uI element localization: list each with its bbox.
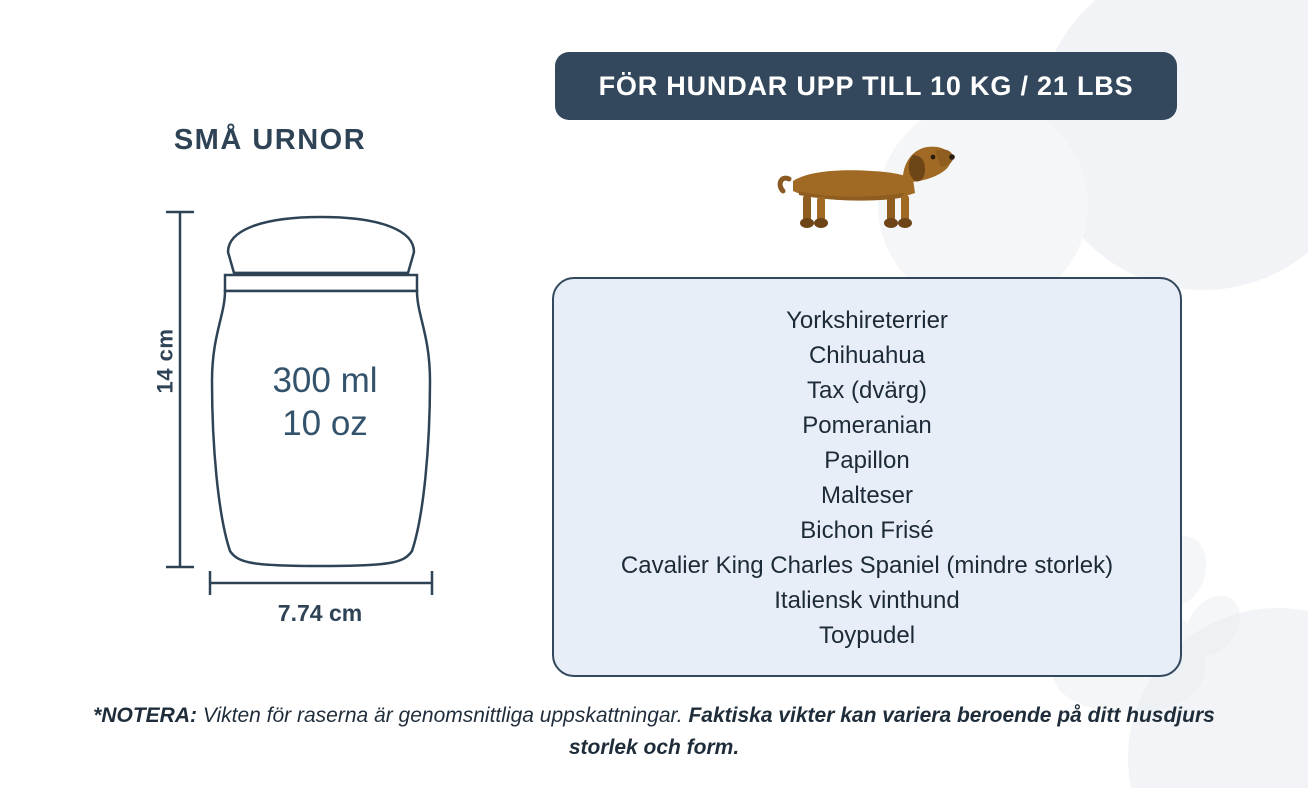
list-item: Chihuahua xyxy=(808,342,926,369)
list-item: Toypudel xyxy=(818,622,916,649)
urn-height-label: 14 cm xyxy=(152,328,178,394)
breed-list-box xyxy=(552,277,1182,677)
dog-leg-rear-1 xyxy=(803,195,811,221)
list-item: Tax (dvärg) xyxy=(806,377,928,404)
dog-leg-front-1 xyxy=(887,195,895,221)
urn-panel xyxy=(0,0,540,690)
dog-nose xyxy=(949,154,955,160)
width-dimension-line xyxy=(210,571,432,595)
panel-title: SMÅ URNOR xyxy=(173,124,367,156)
footnote-emphasis: Faktiska vikter kan variera beroende på ditt husdjurs storlek och form. xyxy=(568,704,1215,759)
dachshund-icon xyxy=(775,135,955,255)
dog-leg-front-2 xyxy=(901,195,909,221)
dog-leg-rear-2 xyxy=(817,197,825,221)
urn-neck xyxy=(225,275,417,291)
dog-tail xyxy=(780,178,789,191)
list-item: Italiensk vinthund xyxy=(774,587,960,614)
list-item: Bichon Frisé xyxy=(800,517,934,544)
breed-list xyxy=(570,303,1164,653)
footnote-text: Vikten för raserna är genomsnittliga uppskattningar. xyxy=(197,704,689,727)
footnote-prefix: *NOTERA: xyxy=(93,704,197,727)
urn-volume-oz: 10 oz xyxy=(282,403,368,443)
footnote xyxy=(90,700,1218,763)
urn-width-label: 7.74 cm xyxy=(277,600,363,626)
urn-volume-labels xyxy=(180,360,470,445)
urn-lid xyxy=(228,217,414,273)
dog-paw-1 xyxy=(800,218,814,228)
urn-volume-ml: 300 ml xyxy=(272,361,378,400)
dog-paw-4 xyxy=(898,218,912,228)
dog-illustration xyxy=(775,135,955,255)
list-item: Pomeranian xyxy=(802,412,932,439)
weight-range-label: FÖR HUNDAR UPP TILL 10 KG / 21 LBS xyxy=(598,70,1134,101)
dog-paw-2 xyxy=(814,218,828,228)
list-item: Papillon xyxy=(824,447,910,474)
dog-eye xyxy=(931,155,936,160)
list-item: Cavalier King Charles Spaniel (mindre storlek) xyxy=(620,552,1114,579)
weight-range-banner xyxy=(555,52,1177,120)
list-item: Malteser xyxy=(820,482,914,509)
dog-paw-3 xyxy=(884,218,898,228)
list-item: Yorkshireterrier xyxy=(786,307,948,334)
